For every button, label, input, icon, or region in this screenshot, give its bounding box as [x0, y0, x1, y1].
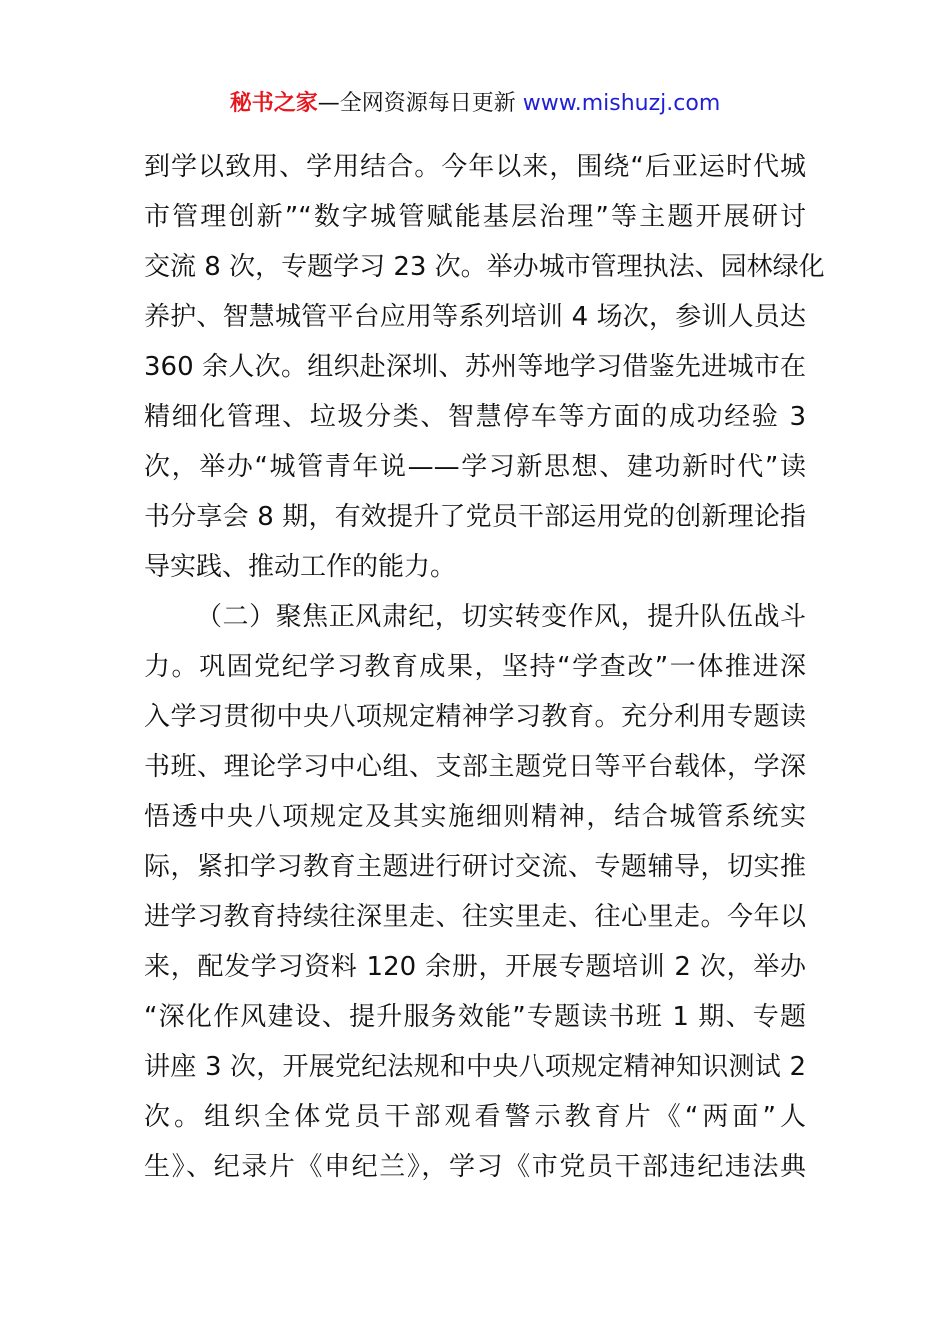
text-line: 次，举办“城管青年说——学习新思想、建功新时代”读: [144, 452, 806, 482]
text-line: 生》、纪录片《申纪兰》，学习《市党员干部违纪违法典: [144, 1152, 806, 1182]
text-line: 书分享会 8 期，有效提升了党员干部运用党的创新理论指: [144, 502, 806, 532]
text-line: 书班、理论学习中心组、支部主题党日等平台载体，学深: [144, 752, 806, 782]
text-line: 悟透中央八项规定及其实施细则精神，结合城管系统实: [144, 802, 806, 832]
body-text: [144, 142, 825, 1192]
text-line: 精细化管理、垃圾分类、智慧停车等方面的成功经验 3: [144, 402, 806, 432]
section-heading-line: （二）聚焦正风肃纪，切实转变作风，提升队伍战斗: [196, 602, 806, 632]
text-line: 际，紧扣学习教育主题进行研讨交流、专题辅导，切实推: [144, 852, 806, 882]
text-line: “深化作风建设、提升服务效能”专题读书班 1 期、专题: [144, 1002, 806, 1032]
paragraph-end-line: 导实践、推动工作的能力。: [144, 552, 457, 582]
header-tagline: —全网资源每日更新: [317, 91, 523, 116]
text-line: 交流 8 次，专题学习 23 次。举办城市管理执法、园林绿化: [144, 252, 825, 282]
text-line: 来，配发学习资料 120 余册，开展专题培训 2 次，举办: [144, 952, 806, 982]
text-line: 360 余人次。组织赴深圳、苏州等地学习借鉴先进城市在: [144, 352, 806, 382]
text-line: 次。组织全体党员干部观看警示教育片《“两面”人: [144, 1102, 806, 1132]
text-line: 市管理创新”“数字城管赋能基层治理”等主题开展研讨: [144, 202, 806, 232]
page-header: [0, 88, 950, 120]
brand-name: 秘书之家: [229, 91, 318, 116]
text-line: 到学以致用、学用结合。今年以来，围绕“后亚运时代城: [144, 152, 806, 182]
text-line: 养护、智慧城管平台应用等系列培训 4 场次，参训人员达: [144, 302, 806, 332]
site-url-link[interactable]: www.mishuzj.com: [522, 91, 721, 116]
text-line: 讲座 3 次，开展党纪法规和中央八项规定精神知识测试 2: [144, 1052, 806, 1082]
text-line: 入学习贯彻中央八项规定精神学习教育。充分利用专题读: [144, 702, 806, 732]
text-line: 力。巩固党纪学习教育成果，坚持“学查改”一体推进深: [144, 652, 806, 682]
text-line: 进学习教育持续往深里走、往实里走、往心里走。今年以: [144, 902, 806, 932]
